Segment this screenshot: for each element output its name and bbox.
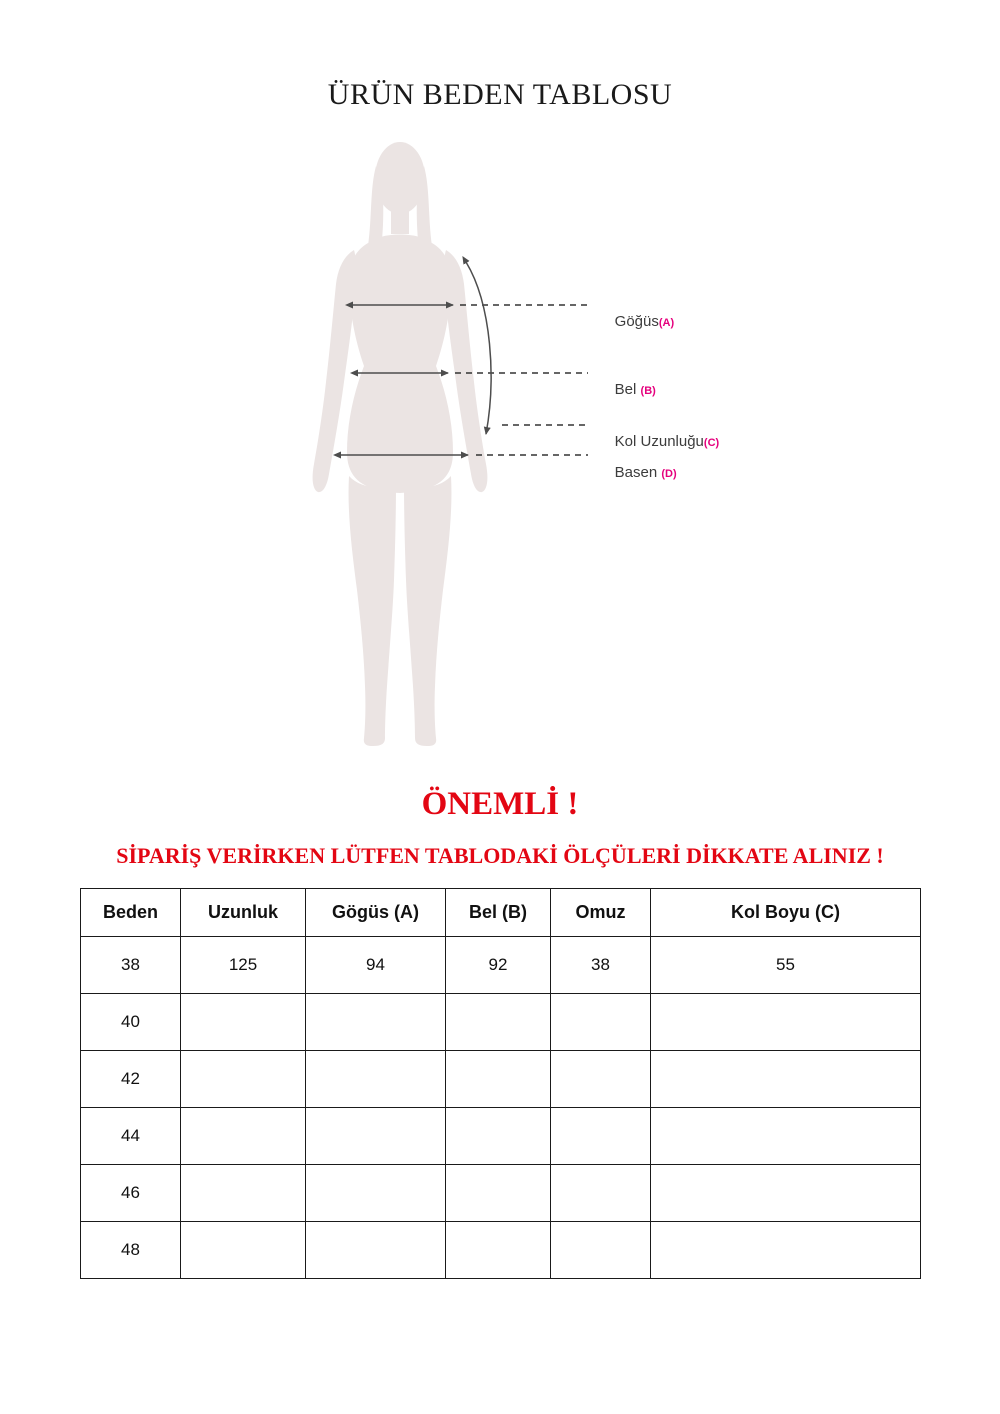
header-beden: Beden	[81, 889, 181, 937]
page-title: ÜRÜN BEDEN TABLOSU	[327, 78, 673, 111]
measure-label-arm-text: Kol Uzunluğu	[614, 433, 704, 450]
table-row	[81, 1108, 921, 1165]
cell-shoulder	[551, 1051, 651, 1108]
cell-length: 125	[181, 937, 306, 994]
measure-label-arm-code: (C)	[703, 437, 720, 449]
table-row	[81, 994, 921, 1051]
cell-arm	[651, 1165, 921, 1222]
measure-label-waist-text: Bel	[614, 381, 641, 398]
cell-shoulder	[551, 1108, 651, 1165]
cell-arm	[651, 994, 921, 1051]
measure-label-hips	[598, 447, 677, 498]
cell-size: 38	[81, 937, 181, 994]
cell-waist	[446, 1222, 551, 1279]
cell-waist	[446, 994, 551, 1051]
warning-text: SİPARİŞ VERİRKEN LÜTFEN TABLODAKİ ÖLÇÜLERİ DİKKATE ALINIZ !	[116, 843, 884, 868]
cell-shoulder	[551, 1165, 651, 1222]
cell-length	[181, 994, 306, 1051]
cell-arm: 55	[651, 937, 921, 994]
cell-chest	[306, 994, 446, 1051]
cell-arm	[651, 1108, 921, 1165]
header-gogus: Gögüs (A)	[306, 889, 446, 937]
female-figure-graphic	[300, 138, 500, 748]
measure-label-waist	[598, 364, 656, 415]
cell-arm	[651, 1051, 921, 1108]
important-heading: ÖNEMLİ !	[421, 786, 579, 822]
cell-waist: 92	[446, 937, 551, 994]
measure-label-hips-text: Basen	[614, 464, 662, 481]
cell-waist	[446, 1108, 551, 1165]
measure-label-chest-code: (A)	[658, 317, 675, 329]
cell-size: 48	[81, 1222, 181, 1279]
header-uzunluk: Uzunluk	[181, 889, 306, 937]
cell-length	[181, 1051, 306, 1108]
cell-chest: 94	[306, 937, 446, 994]
measure-label-waist-code: (B)	[640, 385, 656, 397]
cell-arm	[651, 1222, 921, 1279]
header-bel: Bel (B)	[446, 889, 551, 937]
measure-label-chest	[598, 296, 674, 347]
cell-shoulder	[551, 1222, 651, 1279]
header-kol-boyu: Kol Boyu (C)	[651, 889, 921, 937]
body-silhouette	[300, 138, 500, 748]
cell-size: 40	[81, 994, 181, 1051]
cell-length	[181, 1165, 306, 1222]
cell-shoulder: 38	[551, 937, 651, 994]
cell-size: 46	[81, 1165, 181, 1222]
table-row	[81, 937, 921, 994]
size-table	[80, 888, 921, 1279]
cell-chest	[306, 1051, 446, 1108]
cell-length	[181, 1108, 306, 1165]
size-table-header-row	[81, 889, 921, 937]
table-row	[81, 1222, 921, 1279]
cell-chest	[306, 1108, 446, 1165]
header-omuz: Omuz	[551, 889, 651, 937]
cell-size: 44	[81, 1108, 181, 1165]
table-row	[81, 1165, 921, 1222]
cell-chest	[306, 1222, 446, 1279]
measure-label-chest-text: Göğüs	[614, 313, 659, 330]
table-row	[81, 1051, 921, 1108]
cell-length	[181, 1222, 306, 1279]
cell-waist	[446, 1051, 551, 1108]
measure-label-hips-code: (D)	[661, 468, 677, 480]
cell-shoulder	[551, 994, 651, 1051]
cell-size: 42	[81, 1051, 181, 1108]
cell-chest	[306, 1165, 446, 1222]
cell-waist	[446, 1165, 551, 1222]
